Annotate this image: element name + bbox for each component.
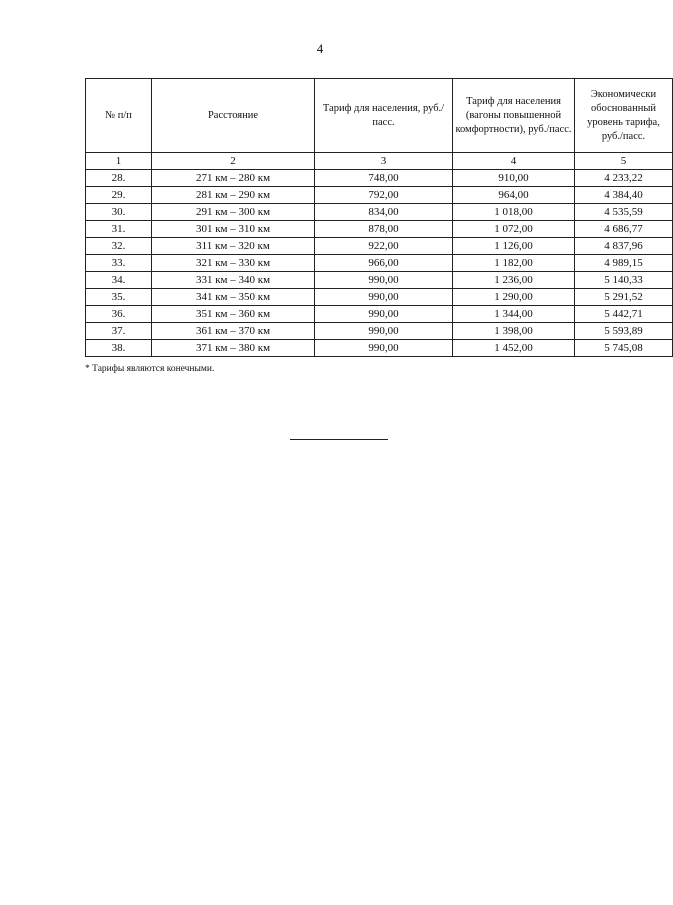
- column-index-cell: 3: [315, 153, 453, 170]
- tariff-cell: 990,00: [315, 340, 453, 357]
- column-index-cell: 2: [152, 153, 315, 170]
- table-row: [86, 187, 673, 204]
- table-row: [86, 272, 673, 289]
- row-number-cell: 31.: [86, 221, 152, 238]
- distance-cell: 341 км – 350 км: [152, 289, 315, 306]
- distance-cell: 321 км – 330 км: [152, 255, 315, 272]
- tariff-cell: 990,00: [315, 306, 453, 323]
- tariff-table: [85, 78, 673, 357]
- header-cell-economic-tariff: Экономически обоснованный уровень тарифа, руб./пасс.: [575, 79, 673, 153]
- tariff-comfort-cell: 1 018,00: [453, 204, 575, 221]
- table-row: [86, 221, 673, 238]
- economic-tariff-cell: 4 686,77: [575, 221, 673, 238]
- header-cell-tariff: Тариф для населения, руб./пасс.: [315, 79, 453, 153]
- distance-cell: 281 км – 290 км: [152, 187, 315, 204]
- column-index-row: [86, 153, 673, 170]
- tariff-comfort-cell: 1 072,00: [453, 221, 575, 238]
- table-row: [86, 289, 673, 306]
- tariff-cell: 922,00: [315, 238, 453, 255]
- economic-tariff-cell: 5 140,33: [575, 272, 673, 289]
- tariff-comfort-cell: 1 126,00: [453, 238, 575, 255]
- distance-cell: 301 км – 310 км: [152, 221, 315, 238]
- tariff-comfort-cell: 1 398,00: [453, 323, 575, 340]
- distance-cell: 291 км – 300 км: [152, 204, 315, 221]
- tariff-cell: 990,00: [315, 272, 453, 289]
- table-row: [86, 238, 673, 255]
- economic-tariff-cell: 5 442,71: [575, 306, 673, 323]
- tariff-comfort-cell: 1 344,00: [453, 306, 575, 323]
- tariff-cell: 966,00: [315, 255, 453, 272]
- economic-tariff-cell: 4 989,15: [575, 255, 673, 272]
- tariff-comfort-cell: 910,00: [453, 170, 575, 187]
- economic-tariff-cell: 5 291,52: [575, 289, 673, 306]
- row-number-cell: 35.: [86, 289, 152, 306]
- tariff-comfort-cell: 1 236,00: [453, 272, 575, 289]
- distance-cell: 351 км – 360 км: [152, 306, 315, 323]
- distance-cell: 361 км – 370 км: [152, 323, 315, 340]
- tariff-cell: 792,00: [315, 187, 453, 204]
- tariff-cell: 834,00: [315, 204, 453, 221]
- tariff-comfort-cell: 964,00: [453, 187, 575, 204]
- row-number-cell: 38.: [86, 340, 152, 357]
- distance-cell: 371 км – 380 км: [152, 340, 315, 357]
- row-number-cell: 36.: [86, 306, 152, 323]
- tariff-cell: 878,00: [315, 221, 453, 238]
- page-number: 4: [316, 41, 324, 56]
- column-index-cell: 5: [575, 153, 673, 170]
- column-index-cell: 1: [86, 153, 152, 170]
- header-row: [86, 79, 673, 153]
- row-number-cell: 37.: [86, 323, 152, 340]
- row-number-cell: 30.: [86, 204, 152, 221]
- row-number-cell: 34.: [86, 272, 152, 289]
- table-row: [86, 170, 673, 187]
- table-row: [86, 204, 673, 221]
- end-rule: [290, 439, 388, 440]
- economic-tariff-cell: 4 535,59: [575, 204, 673, 221]
- row-number-cell: 32.: [86, 238, 152, 255]
- economic-tariff-cell: 5 593,89: [575, 323, 673, 340]
- tariff-cell: 990,00: [315, 289, 453, 306]
- column-index-cell: 4: [453, 153, 575, 170]
- economic-tariff-cell: 4 384,40: [575, 187, 673, 204]
- row-number-cell: 29.: [86, 187, 152, 204]
- economic-tariff-cell: 4 837,96: [575, 238, 673, 255]
- distance-cell: 271 км – 280 км: [152, 170, 315, 187]
- tariff-comfort-cell: 1 182,00: [453, 255, 575, 272]
- table-row: [86, 323, 673, 340]
- table-row: [86, 306, 673, 323]
- tariff-cell: 748,00: [315, 170, 453, 187]
- row-number-cell: 33.: [86, 255, 152, 272]
- table-row: [86, 340, 673, 357]
- tariff-comfort-cell: 1 452,00: [453, 340, 575, 357]
- header-cell-distance: Расстояние: [152, 79, 315, 153]
- table-row: [86, 255, 673, 272]
- table-header: [86, 79, 673, 170]
- footnote: * Тарифы являются конечными.: [85, 364, 215, 374]
- table-body: [86, 170, 673, 357]
- distance-cell: 331 км – 340 км: [152, 272, 315, 289]
- tariff-comfort-cell: 1 290,00: [453, 289, 575, 306]
- tariff-cell: 990,00: [315, 323, 453, 340]
- header-cell-number: № п/п: [86, 79, 152, 153]
- row-number-cell: 28.: [86, 170, 152, 187]
- header-cell-tariff-comfort: Тариф для населения (вагоны повышенной комфортности), руб./пасс.: [453, 79, 575, 153]
- economic-tariff-cell: 4 233,22: [575, 170, 673, 187]
- economic-tariff-cell: 5 745,08: [575, 340, 673, 357]
- distance-cell: 311 км – 320 км: [152, 238, 315, 255]
